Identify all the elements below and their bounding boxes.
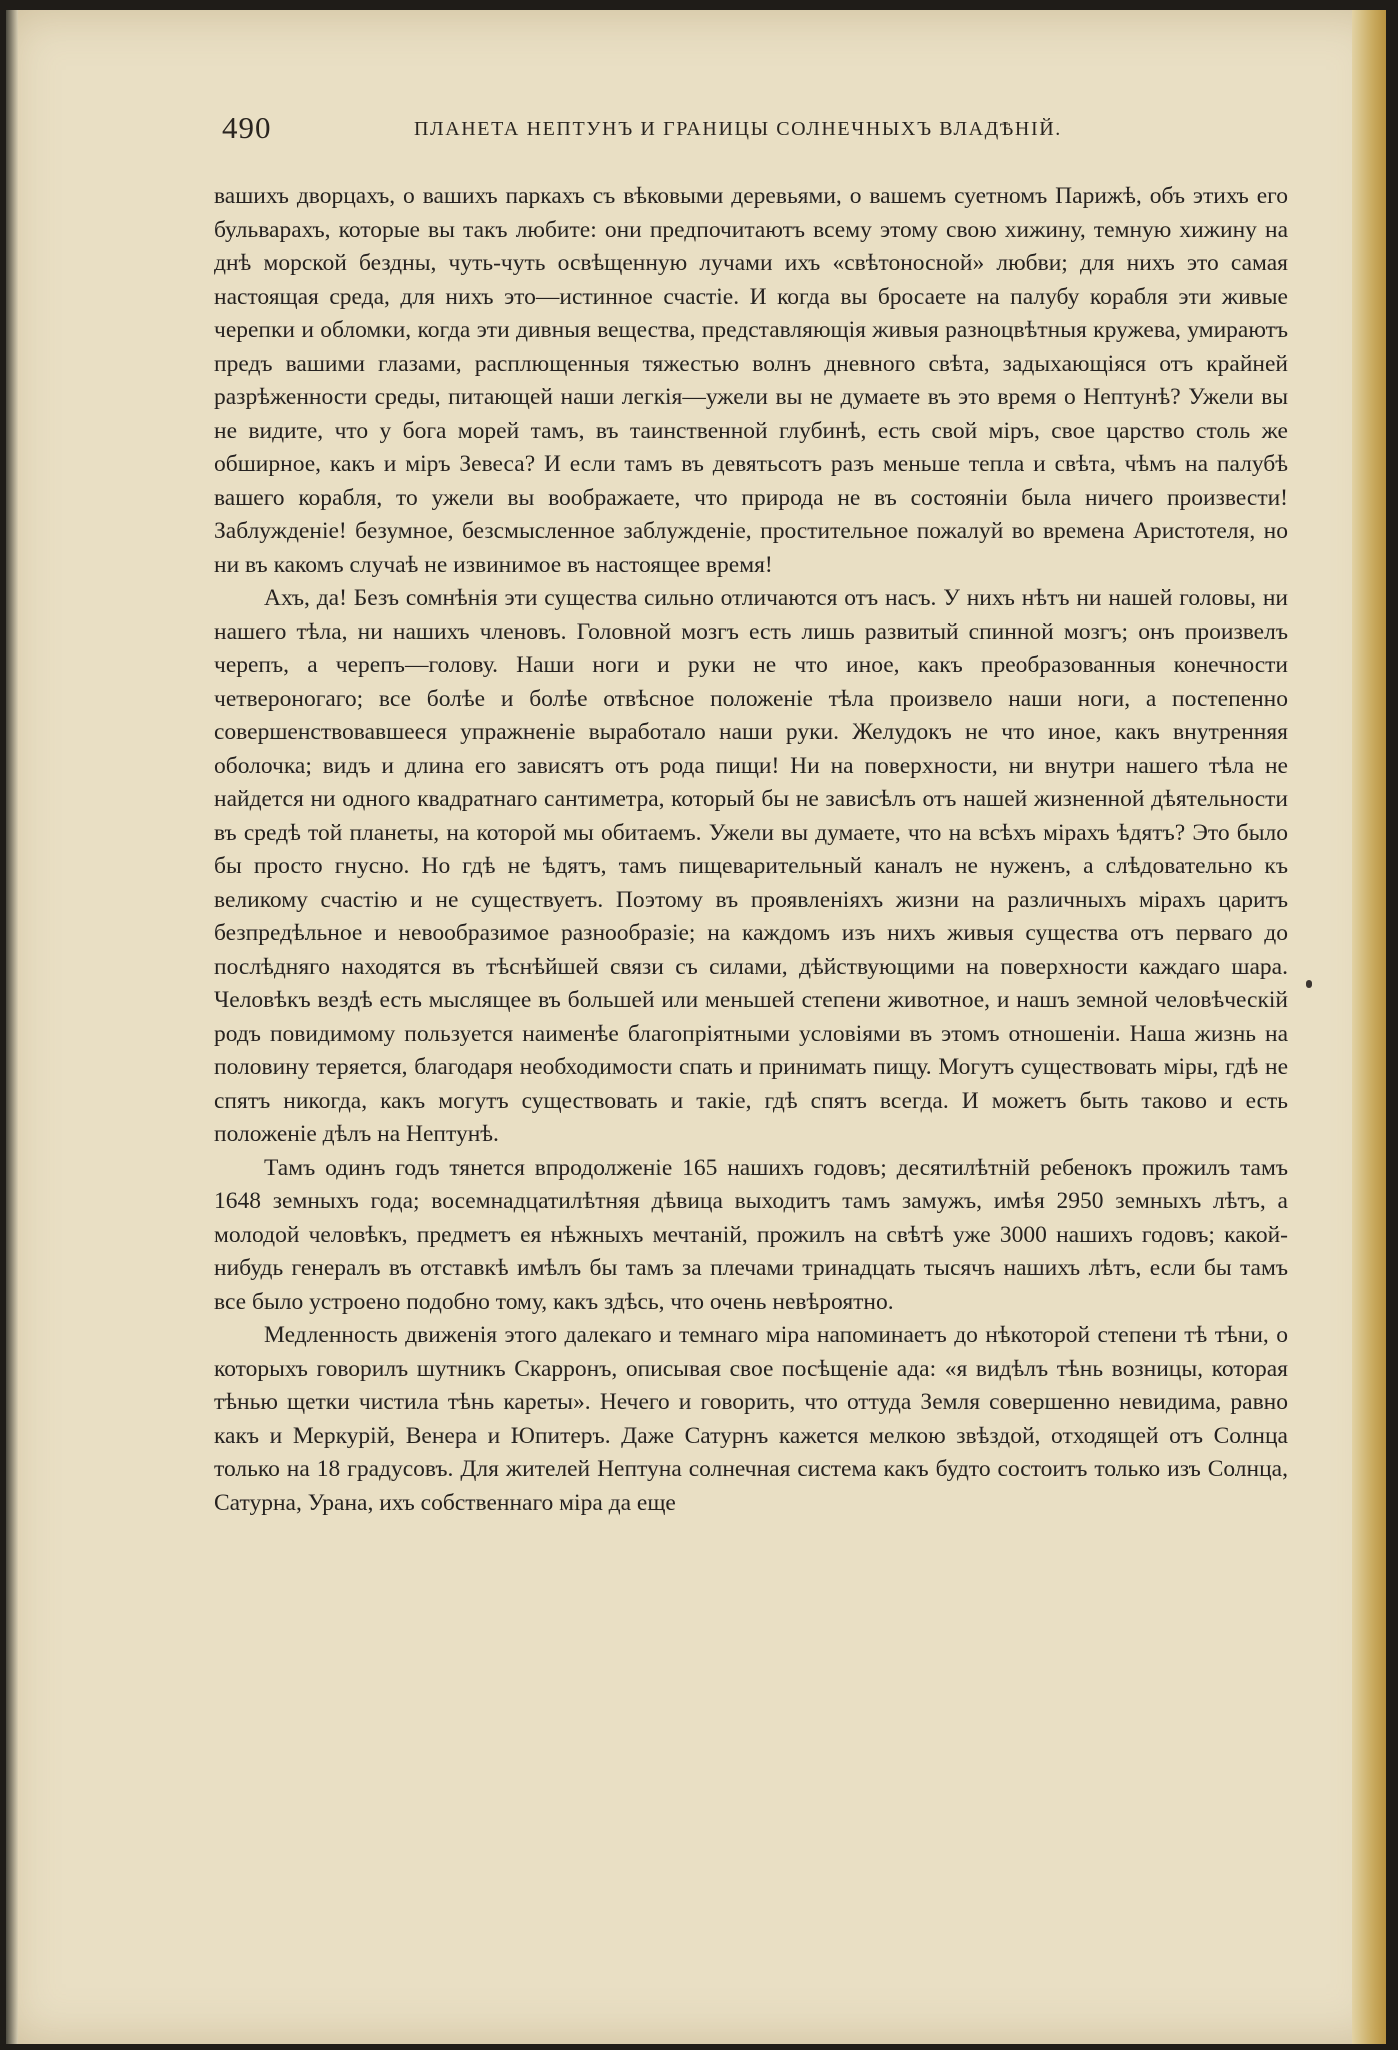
- paragraph: Медленность движенія этого далекаго и темнаго міра напоминаетъ до нѣкоторой степени тѣ тѣни, о которыхъ говорилъ шутникъ Скарронъ, описывая свое посѣщеніе ада: «я видѣлъ тѣнь возницы, которая тѣнью щетки чистила тѣнь кареты». Нечего и говорить, что оттуда Земля совершенно невидима, равно какъ и Меркурій, Венера и Юпитеръ. Даже Сатурнъ кажется мелкою звѣздой, отходящей отъ Солнца только на 18 градусовъ. Для жителей Нептуна солнечная система какъ будто состоитъ только изъ Солнца, Сатурна, Урана, ихъ собственнаго міра да еще: [214, 1322, 1288, 1516]
- ink-mark: [1306, 980, 1312, 988]
- paragraph-continuation: вашихъ дворцахъ, о вашихъ паркахъ съ вѣковыми деревьями, о вашемъ суетномъ Парижѣ, объ этихъ его бульварахъ, которые вы такъ любите: они предпочитаютъ всему этому свою хижину, темную хижину на днѣ морской бездны, чуть-чуть освѣщенную лучами ихъ «свѣтоносной» любви; для нихъ это самая настоящая среда, для нихъ это—истинное счастіе. И когда вы бросаете на палубу корабля эти живые черепки и обломки, когда эти дивныя вещества, представляющія живыя разноцвѣтныя кружева, умираютъ предъ вашими глазами, расплющенныя тяжестью волнъ дневного свѣта, задыхающіяся отъ крайней разрѣженности среды, питающей наши легкія—ужели вы не думаете въ это время о Нептунѣ? Ужели вы не видите, что у бога морей тамъ, въ таинственной глубинѣ, есть свой міръ, свое царство столь же обширное, какъ и міръ Зевеса? И если тамъ въ девятьсотъ разъ меньше тепла и свѣта, чѣмъ на палубѣ вашего корабля, то ужели вы воображаете, что природа не въ состояніи была ничего произвести! Заблужденіе! безумное, безсмысленное заблужденіе, простительное пожалуй во времена Аристотеля, но ни въ какомъ случаѣ не извинимое въ настоящее время!: [214, 183, 1288, 578]
- running-title: ПЛАНЕТА НЕПТУНЪ И ГРАНИЦЫ СОЛНЕЧНЫХЪ ВЛАДѢНІЙ.: [414, 118, 1062, 140]
- paragraph: Ахъ, да! Безъ сомнѣнія эти существа сильно отличаются отъ насъ. У нихъ нѣтъ ни нашей головы, ни нашего тѣла, ни нашихъ членовъ. Головной мозгъ есть лишь развитый спинной мозгъ; онъ произвелъ черепъ, а черепъ—голову. Наши ноги и руки не что иное, какъ преобразованныя конечности четвероногаго; все болѣе и болѣе отвѣсное положеніе тѣла произвело наши ноги, а постепенно совершенствовавшееся упражненіе выработало наши руки. Желудокъ не что иное, какъ внутренняя оболочка; видъ и длина его зависятъ отъ рода пищи! Ни на поверхности, ни внутри нашего тѣла не найдется ни одного квадратнаго сантиметра, который бы не зависѣлъ отъ нашей жизненной дѣятельности въ средѣ той планеты, на которой мы обитаемъ. Ужели вы думаете, что на всѣхъ мірахъ ѣдятъ? Это было бы просто гнусно. Но гдѣ не ѣдятъ, тамъ пищеварительный каналъ не нуженъ, а слѣдовательно къ великому счастію и не существуетъ. Поэтому въ проявленіяхъ жизни на различныхъ мірахъ царитъ безпредѣльное и невообразимое разнообразіе; на каждомъ изъ нихъ живыя существа отъ перваго до послѣдняго находятся въ тѣснѣйшей связи съ силами, дѣйствующими на поверхности каждаго шара. Человѣкъ вездѣ есть мыслящее въ большей или меньшей степени животное, и нашъ земной человѣческій родъ повидимому пользуется наименѣе благопріятными условіями въ этомъ отношеніи. Наша жизнь на половину теряется, благодаря необходимости спать и принимать пищу. Могутъ существовать міры, гдѣ не спятъ никогда, какъ могутъ существовать и такіе, гдѣ спятъ всегда. И можетъ быть таково и есть положеніе дѣлъ на Нептунѣ.: [214, 585, 1288, 1147]
- page-header: [214, 110, 1288, 150]
- page-edge: [1352, 10, 1386, 2044]
- binding-shadow: [6, 10, 18, 2044]
- page-number: 490: [222, 110, 272, 145]
- body-text: [214, 180, 1288, 1520]
- paragraph: Тамъ одинъ годъ тянется впродолженіе 165 нашихъ годовъ; десятилѣтній ребенокъ прожилъ тамъ 1648 земныхъ года; восемнадцатилѣтняя дѣвица выходитъ тамъ замужъ, имѣя 2950 земныхъ лѣтъ, а молодой человѣкъ, предметъ ея нѣжныхъ мечтаній, прожилъ на свѣтѣ уже 3000 нашихъ годовъ; какой-нибудь генералъ въ отставкѣ имѣлъ бы тамъ за плечами тринадцать тысячъ нашихъ лѣтъ, если бы тамъ все было устроено подобно тому, какъ здѣсь, что очень невѣроятно.: [214, 1154, 1288, 1315]
